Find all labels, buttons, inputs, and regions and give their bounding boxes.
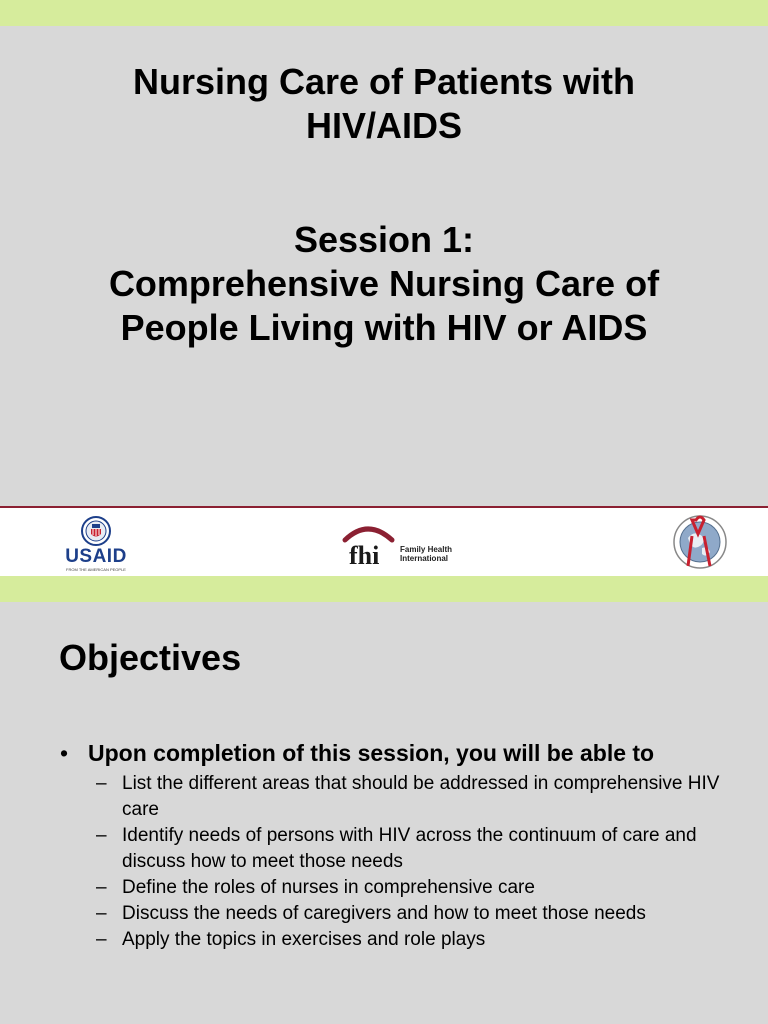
list-item (96, 901, 736, 927)
globe-ribbon-seal-icon (672, 514, 728, 572)
title-line: Nursing Care of Patients with (132, 61, 636, 102)
accent-bar (0, 576, 768, 602)
list-item-text: Identify needs of persons with HIV across the continuum of care and discuss how to meet those needs (122, 825, 697, 872)
session-line: People Living with HIV or AIDS (120, 307, 648, 348)
dash-marker: – (96, 877, 107, 898)
bullet-text: Upon completion of this session, you will be able to (88, 740, 655, 766)
list-item-text: Apply the topics in exercises and role plays (122, 929, 486, 950)
list-item (96, 927, 736, 953)
session-line: Session 1: (293, 219, 475, 260)
usaid-tagline: FROM THE AMERICAN PEOPLE (66, 567, 126, 572)
dash-marker: – (96, 825, 107, 846)
fhi-arch-icon (340, 518, 400, 568)
fhi-name (400, 545, 452, 563)
usaid-wordmark: USAID (65, 546, 127, 567)
session-title (0, 218, 768, 350)
usaid-logo (56, 516, 136, 574)
accent-bar (0, 0, 768, 26)
bullet-item (60, 738, 654, 768)
list-item-text: Define the roles of nurses in comprehensive care (122, 877, 535, 898)
fhi-wordmark: fhi (349, 541, 380, 568)
dash-marker: – (96, 773, 107, 794)
dash-marker: – (96, 903, 107, 924)
objectives-slide (0, 576, 768, 1024)
usaid-seal-icon (56, 516, 136, 546)
list-item-text: List the different areas that should be addressed in comprehensive HIV care (122, 773, 720, 820)
presentation-title (0, 60, 768, 148)
logo-strip (0, 506, 768, 576)
list-item (96, 771, 736, 823)
slide-heading: Objectives (59, 637, 242, 678)
session-line: Comprehensive Nursing Care of (108, 263, 660, 304)
objectives-list (96, 771, 736, 953)
title-line: HIV/AIDS (305, 105, 463, 146)
bullet-marker: • (60, 740, 69, 766)
fhi-logo (340, 518, 470, 568)
list-item (96, 823, 736, 875)
fhi-name-line: International (400, 554, 449, 563)
list-item (96, 875, 736, 901)
dash-marker: – (96, 929, 107, 950)
fhi-name-line: Family Health (400, 545, 453, 554)
list-item-text: Discuss the needs of caregivers and how to meet those needs (122, 903, 646, 924)
